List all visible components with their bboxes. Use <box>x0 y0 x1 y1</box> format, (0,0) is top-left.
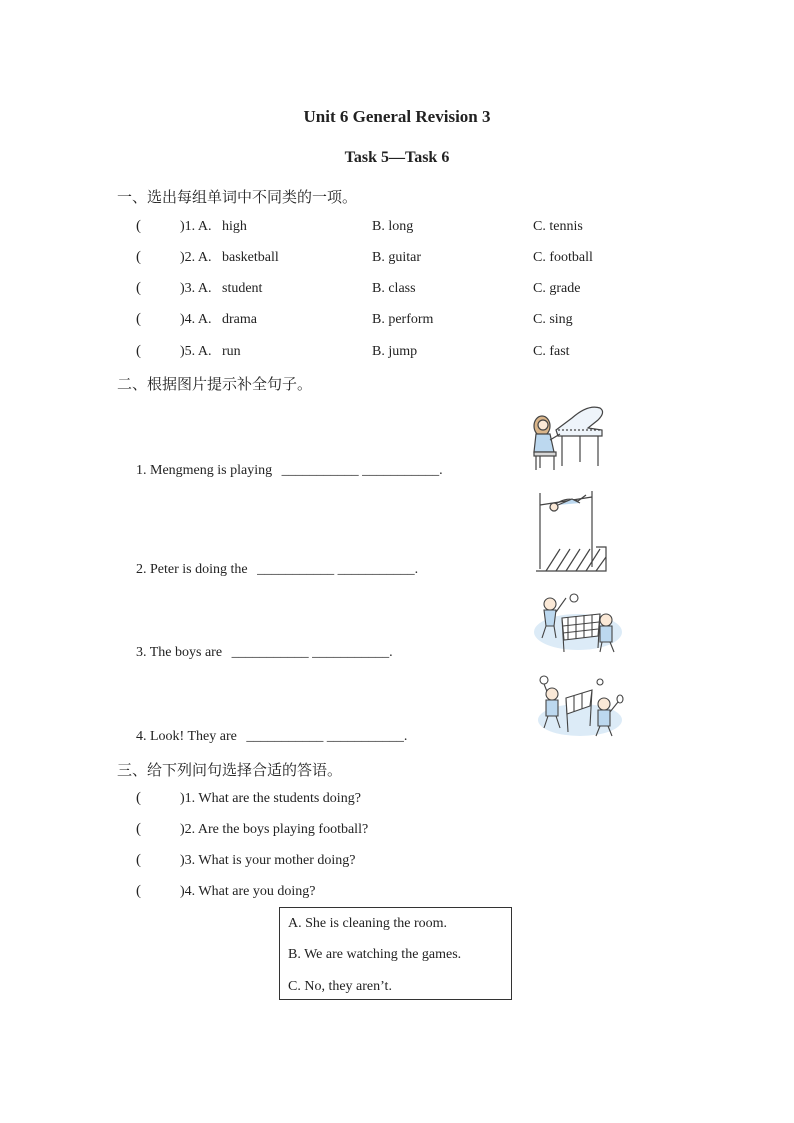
answer-paren[interactable]: ( <box>136 249 141 265</box>
page-title: Unit 6 General Revision 3 <box>303 107 491 126</box>
option-b: B. long <box>372 219 414 234</box>
item-number: )1. A. <box>180 219 212 234</box>
answer-blanks[interactable]: ___________ ___________. <box>231 645 393 660</box>
option-c: C. sing <box>533 312 573 327</box>
answer-paren[interactable]: ( <box>136 280 141 296</box>
volleyball-picture <box>530 590 624 660</box>
list-item <box>136 645 393 661</box>
option-a: student <box>222 281 263 296</box>
option-b: B. guitar <box>372 250 421 265</box>
answer-paren[interactable]: ( <box>136 218 141 234</box>
option-c: C. grade <box>533 281 581 296</box>
question-text: )3. What is your mother doing? <box>180 853 356 868</box>
option-a: basketball <box>222 250 279 265</box>
section1-heading: 一、选出每组单词中不同类的一项。 <box>117 188 358 206</box>
item-number: )5. A. <box>180 344 212 359</box>
sentence-text: 1. Mengmeng is playing <box>136 463 273 478</box>
answer-paren[interactable]: ( <box>136 790 141 806</box>
option-b: B. perform <box>372 312 434 327</box>
option-a: run <box>222 344 241 359</box>
answer-paren[interactable]: ( <box>136 852 141 868</box>
list-item <box>136 463 443 479</box>
answer-option-c: C. No, they aren’t. <box>288 979 392 994</box>
answer-paren[interactable]: ( <box>136 821 141 837</box>
option-c: C. tennis <box>533 219 583 234</box>
badminton-picture <box>530 672 626 742</box>
sentence-text: 4. Look! They are <box>136 729 237 744</box>
question-text: )1. What are the students doing? <box>180 791 361 806</box>
piano-picture <box>528 400 608 476</box>
answer-paren[interactable]: ( <box>136 883 141 899</box>
list-item <box>136 562 418 578</box>
question-text: )4. What are you doing? <box>180 884 316 899</box>
option-c: C. fast <box>533 344 570 359</box>
answer-blanks[interactable]: ___________ ___________. <box>281 463 443 478</box>
answer-option-b: B. We are watching the games. <box>288 947 462 962</box>
option-c: C. football <box>533 250 593 265</box>
option-a: drama <box>222 312 257 327</box>
page-subtitle: Task 5—Task 6 <box>344 149 450 166</box>
answer-paren[interactable]: ( <box>136 343 141 359</box>
answer-options-box <box>279 907 512 1000</box>
section3-heading: 三、给下列问句选择合适的答语。 <box>117 761 343 779</box>
answer-option-a: A. She is cleaning the room. <box>288 916 448 931</box>
sentence-text: 2. Peter is doing the <box>136 562 248 577</box>
list-item <box>136 729 407 745</box>
high-jump-picture <box>530 487 612 577</box>
answer-blanks[interactable]: ___________ ___________. <box>257 562 419 577</box>
item-number: )2. A. <box>180 250 212 265</box>
option-b: B. jump <box>372 344 418 359</box>
sentence-text: 3. The boys are <box>136 645 223 660</box>
item-number: )4. A. <box>180 312 212 327</box>
answer-blanks[interactable]: ___________ ___________. <box>246 729 408 744</box>
answer-paren[interactable]: ( <box>136 311 141 327</box>
section2-heading: 二、根据图片提示补全句子。 <box>117 375 313 393</box>
option-b: B. class <box>372 281 416 296</box>
item-number: )3. A. <box>180 281 212 296</box>
question-text: )2. Are the boys playing football? <box>180 822 369 837</box>
option-a: high <box>222 219 247 234</box>
